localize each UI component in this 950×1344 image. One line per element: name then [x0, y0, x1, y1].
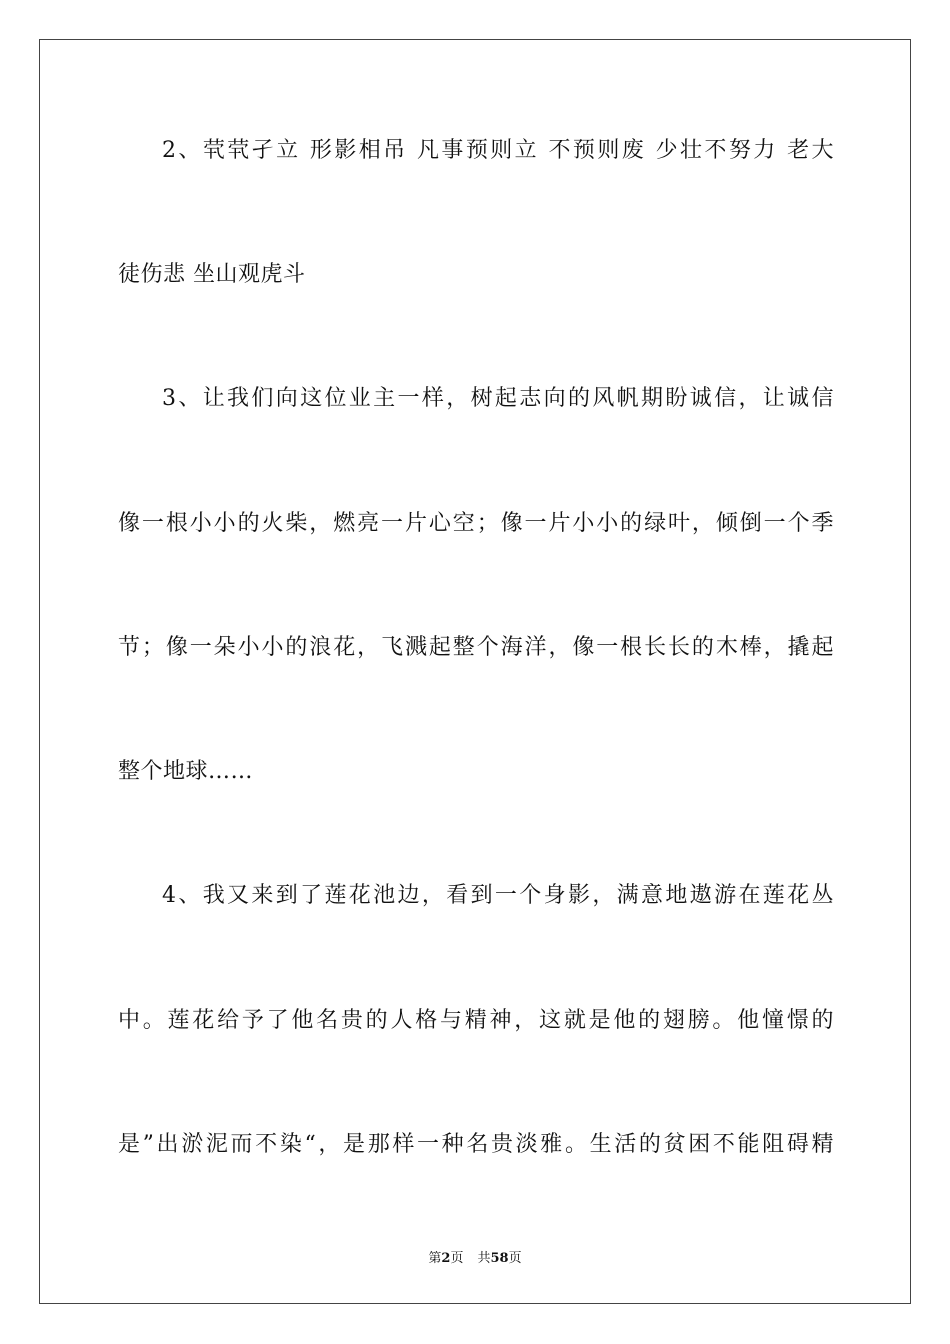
- paragraph-2-line-4: 整个地球……: [118, 759, 254, 784]
- footer-page-suffix: 页: [450, 1251, 464, 1266]
- paragraph-2-line-3: 节；像一朵小小的浪花，飞溅起整个海洋，像一根长长的木棒，撬起: [118, 635, 834, 660]
- paragraph-3-line-1: 4、我又来到了莲花池边，看到一个身影，满意地遨游在莲花丛: [162, 883, 834, 908]
- paragraph-3-line-3: 是”出淤泥而不染“，是那样一种名贵淡雅。生活的贫困不能阻碍精: [118, 1132, 834, 1157]
- footer-page-number: 2: [441, 1251, 451, 1266]
- footer-page-prefix: 第: [428, 1251, 442, 1266]
- footer-total-suffix: 页: [508, 1251, 522, 1266]
- paragraph-3-line-2: 中。莲花给予了他名贵的人格与精神，这就是他的翅膀。他憧憬的: [118, 1008, 834, 1033]
- footer-total-prefix: 共: [477, 1251, 491, 1266]
- page-border: [39, 39, 911, 1304]
- paragraph-1-line-1: 2、茕茕孑立 形影相吊 凡事预则立 不预则废 少壮不努力 老大: [162, 138, 834, 163]
- paragraph-2-line-1: 3、让我们向这位业主一样，树起志向的风帆期盼诚信，让诚信: [162, 386, 834, 411]
- page-footer: [0, 1247, 950, 1266]
- paragraph-1-line-2: 徒伤悲 坐山观虎斗: [118, 262, 306, 287]
- footer-total-number: 58: [490, 1251, 509, 1266]
- paragraph-2-line-2: 像一根小小的火柴，燃亮一片心空；像一片小小的绿叶，倾倒一个季: [118, 511, 834, 536]
